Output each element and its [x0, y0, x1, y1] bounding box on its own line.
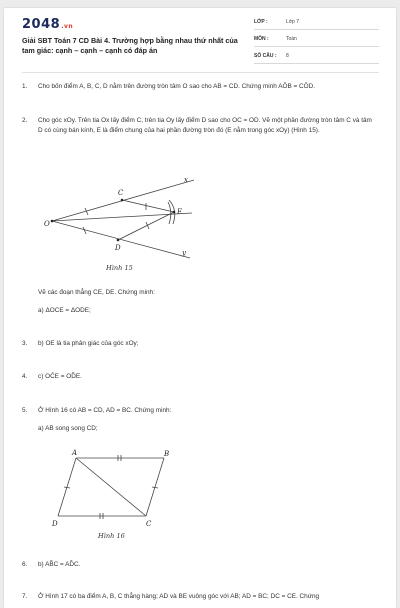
diagonal-ac	[76, 458, 146, 516]
question-text: Vẽ các đoạn thẳng CE, DE. Chứng minh:	[38, 289, 155, 296]
question-text: b) OE là tia phân giác của góc xOy;	[38, 340, 139, 347]
question-number: 3.	[22, 340, 28, 347]
ray-oy	[52, 221, 190, 258]
segment-ce	[122, 200, 174, 212]
question-text: Ở Hình 16 có AB = CD, AD = BC. Chứng minh:	[38, 407, 172, 414]
logo-text: 2048	[22, 17, 61, 32]
tick-od	[83, 227, 86, 234]
question-text: c) OĈE = OD̂E.	[38, 373, 82, 380]
meta-class-row	[254, 18, 379, 30]
question-number: 7.	[22, 593, 28, 600]
point-o	[51, 220, 54, 223]
label-c: C	[118, 189, 124, 197]
figure-15-caption: Hình 15	[106, 264, 133, 272]
question-text: a) ΔOCE = ΔODE;	[38, 307, 91, 314]
label-a: A	[72, 449, 78, 457]
figure-16-drawing	[46, 446, 178, 544]
figure-16	[46, 446, 178, 544]
question-number: 2.	[22, 117, 28, 124]
question-number: 4.	[22, 373, 28, 380]
label-x: x	[184, 176, 188, 184]
meta-count-row	[254, 52, 379, 64]
label-y: y	[182, 249, 186, 257]
figure-16-caption: Hình 16	[98, 532, 125, 540]
question-text: Cho góc xOy. Trên tia Ox lấy điểm C, trên tia Oy lấy điểm D sao cho OC = OD. Vẽ một phần đường tròn tâm C và tâm D có cùng bán kính, E là điểm chung của hai phần đường tròn đó (E nằm trong góc xOy) (Hình 15).	[38, 117, 372, 134]
question-number: 5.	[22, 407, 28, 414]
label-b: B	[164, 450, 170, 458]
figure-15	[42, 158, 204, 278]
tick-da	[64, 487, 70, 488]
point-e	[173, 211, 176, 214]
label-c: C	[146, 520, 152, 528]
meta-subject-value: Toán	[286, 36, 297, 42]
point-d	[117, 239, 120, 242]
label-d: D	[52, 520, 58, 528]
meta-count-key: SỐ CÂU :	[254, 53, 277, 59]
label-o: O	[44, 220, 50, 228]
meta-subject-key: MÔN :	[254, 36, 269, 42]
document-page	[4, 8, 396, 608]
meta-count-value: 8	[286, 53, 289, 59]
question-text: Ở Hình 17 có ba điểm A, B, C thẳng hàng; AD và BE vuông góc với AB; AD = BC; DC = CE. Chứng	[38, 593, 320, 600]
side-bc	[146, 458, 164, 516]
site-logo[interactable]	[22, 17, 73, 32]
question-text: a) AB song song CD;	[38, 425, 98, 432]
question-number: 6.	[22, 561, 28, 568]
arc-d	[168, 202, 171, 224]
header-divider	[22, 72, 379, 73]
meta-subject-row	[254, 35, 379, 47]
label-e: E	[177, 208, 183, 216]
side-da	[58, 458, 76, 516]
segment-de	[118, 212, 174, 240]
question-text: b) AB̂C = AD̂C.	[38, 561, 81, 568]
logo-suffix: .vn	[61, 23, 74, 30]
document-title: Giải SBT Toán 7 CD Bài 4. Trường hợp bằng nhau thứ nhất của tam giác: cạnh – cạnh – cạnh có đáp án	[22, 36, 238, 55]
figure-15-drawing	[42, 158, 204, 278]
tick-bc	[152, 487, 158, 488]
question-text: Cho bốn điểm A, B, C, D nằm trên đường tròn tâm O sao cho AB = CD. Chứng minh AÔB = CÔD.	[38, 83, 316, 90]
meta-class-key: LỚP :	[254, 19, 268, 25]
point-c	[121, 199, 124, 202]
question-number: 1.	[22, 83, 28, 90]
meta-class-value: Lớp 7	[286, 19, 300, 25]
label-d: D	[115, 244, 121, 252]
